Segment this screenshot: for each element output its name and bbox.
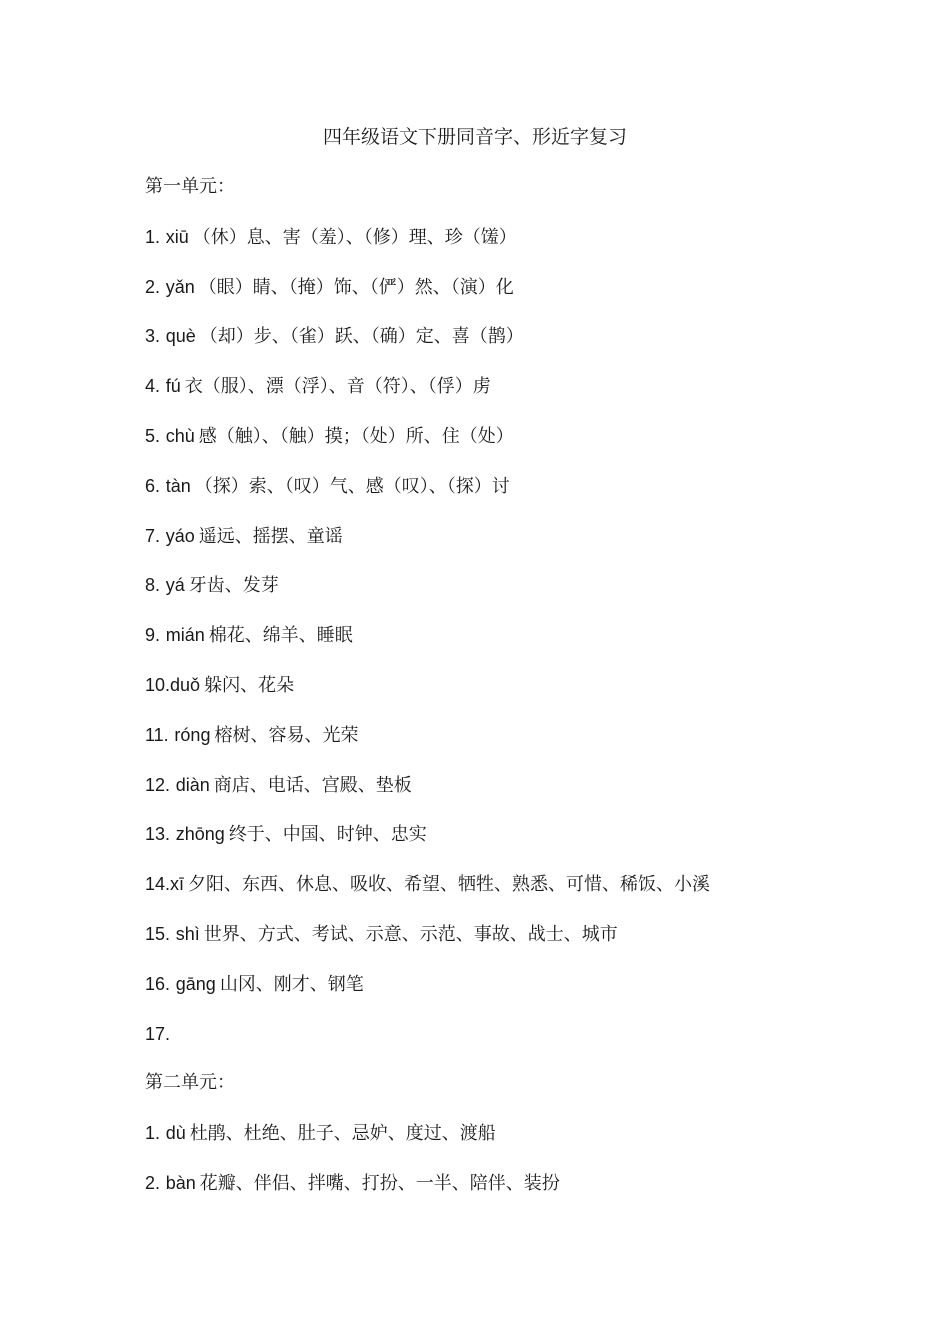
item-pinyin: shì xyxy=(175,923,200,944)
item-pinyin: duǒ xyxy=(170,674,201,695)
list-item xyxy=(145,523,885,573)
item-text: 夕阳、东西、休息、吸收、希望、牺牲、熟悉、可惜、稀饭、小溪 xyxy=(188,874,711,896)
item-number: 4. xyxy=(145,376,161,397)
list-item xyxy=(145,572,885,622)
item-text: 杜鹃、杜绝、肚子、忌妒、度过、渡船 xyxy=(189,1123,496,1145)
item-text: 躲闪、花朵 xyxy=(204,674,295,696)
item-pinyin: gāng xyxy=(175,973,216,994)
item-pinyin: bàn xyxy=(165,1172,196,1193)
item-number: 12. xyxy=(145,774,171,795)
list-item xyxy=(145,772,885,822)
list-item xyxy=(145,323,885,373)
item-pinyin: yá xyxy=(165,575,185,596)
section-heading: 第一单元： xyxy=(145,176,235,197)
item-pinyin: xī xyxy=(170,874,185,895)
section-heading: 第二单元： xyxy=(145,1072,235,1094)
item-text: 衣（服）、漂（浮）、音（符）、（俘）虏 xyxy=(184,376,491,398)
item-number: 1. xyxy=(145,226,161,247)
item-number: 7. xyxy=(145,525,161,546)
item-number: 2. xyxy=(145,276,161,297)
item-pinyin: què xyxy=(165,326,196,347)
item-number: 1. xyxy=(145,1123,161,1144)
list-item xyxy=(145,871,885,921)
item-text: 牙齿、发芽 xyxy=(188,575,279,597)
item-pinyin: mián xyxy=(165,625,205,646)
list-item xyxy=(145,722,885,772)
item-text: 棉花、绵羊、睡眠 xyxy=(208,625,353,647)
item-text: 榕树、容易、光荣 xyxy=(214,724,359,746)
document-title: 四年级语文下册同音字、形近字复习 xyxy=(322,126,627,148)
item-number: 13. xyxy=(145,824,171,845)
item-number: 9. xyxy=(145,625,161,646)
item-number: 11. xyxy=(145,724,169,745)
item-text: 感（触）、（触）摸；（处）所、住（处） xyxy=(198,425,514,447)
list-item xyxy=(145,672,885,722)
item-text: 世界、方式、考试、示意、示范、事故、战士、城市 xyxy=(203,923,618,945)
list-item xyxy=(145,1170,885,1220)
item-pinyin: yáo xyxy=(165,525,195,546)
item-number: 17. xyxy=(145,1023,171,1044)
list-item xyxy=(145,1120,885,1170)
item-number: 16. xyxy=(145,973,171,994)
item-text: （眼）睛、（掩）饰、（俨）然、（演）化 xyxy=(198,276,514,298)
list-item xyxy=(145,274,885,324)
item-number: 15. xyxy=(145,923,171,944)
item-number: 6. xyxy=(145,475,161,496)
item-pinyin: diàn xyxy=(175,774,210,795)
item-number: 5. xyxy=(145,425,161,446)
item-pinyin: dù xyxy=(165,1123,186,1144)
item-pinyin: yǎn xyxy=(165,276,195,297)
list-item xyxy=(145,473,885,523)
list-item xyxy=(145,921,885,971)
item-text: （却）步、（雀）跃、（确）定、喜（鹊） xyxy=(199,326,524,348)
item-number: 3. xyxy=(145,326,161,347)
item-text: 终于、中国、时钟、忠实 xyxy=(228,824,427,846)
list-item xyxy=(145,224,885,274)
item-text: （休）息、害（羞）、（修）理、珍（馐） xyxy=(192,226,517,248)
item-text: 遥远、摇摆、童谣 xyxy=(198,525,343,547)
list-item xyxy=(145,423,885,473)
item-number: 2. xyxy=(145,1172,161,1193)
list-item xyxy=(145,622,885,672)
item-number: 8. xyxy=(145,575,161,596)
item-pinyin: tàn xyxy=(165,475,191,496)
item-pinyin: fú xyxy=(165,376,181,397)
item-text: 商店、电话、宫殿、垫板 xyxy=(213,774,412,796)
item-text: （探）索、（叹）气、感（叹）、（探）讨 xyxy=(194,475,510,497)
list-item xyxy=(145,971,885,1021)
item-pinyin: zhōng xyxy=(175,824,225,845)
document-content xyxy=(145,174,885,1220)
item-text: 山冈、刚才、钢笔 xyxy=(219,973,364,995)
item-text: 花瓣、伴侣、拌嘴、打扮、一半、陪伴、装扮 xyxy=(199,1172,560,1194)
list-item xyxy=(145,1021,885,1071)
item-number: 10. xyxy=(145,674,171,695)
item-pinyin: xiū xyxy=(165,226,189,247)
item-pinyin: róng xyxy=(174,724,211,745)
list-item xyxy=(145,373,885,423)
list-item xyxy=(145,821,885,871)
item-number: 14. xyxy=(145,874,171,895)
item-pinyin: chù xyxy=(165,425,195,446)
